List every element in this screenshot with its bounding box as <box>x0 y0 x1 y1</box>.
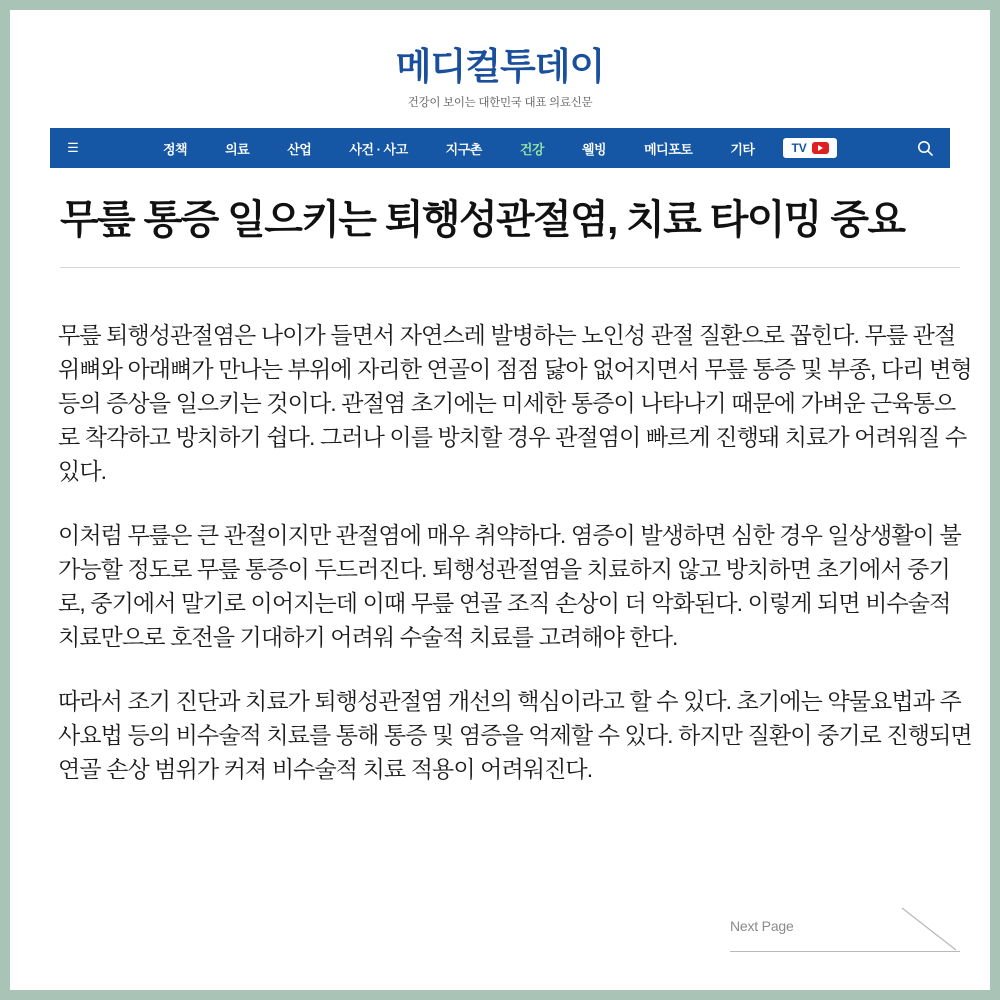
site-logo[interactable]: 메디컬투데이 <box>395 46 605 87</box>
search-icon[interactable] <box>900 140 950 157</box>
headline-section <box>60 195 960 268</box>
arrow-right-icon[interactable] <box>900 906 960 952</box>
page-card <box>10 10 990 990</box>
youtube-icon <box>812 142 829 154</box>
nav-item-incident[interactable]: 사건 · 사고 <box>349 141 408 157</box>
masthead <box>10 10 990 120</box>
main-navigation <box>50 128 950 168</box>
nav-item-global[interactable]: 지구촌 <box>445 141 482 157</box>
nav-items <box>96 138 900 158</box>
next-page-label: Next Page <box>730 918 794 934</box>
next-page-control[interactable] <box>730 906 960 952</box>
nav-item-medical[interactable]: 의료 <box>225 141 250 157</box>
site-tagline: 건강이 보이는 대한민국 대표 의료신문 <box>407 97 593 109</box>
hamburger-icon[interactable]: ☰ <box>67 140 79 155</box>
nav-item-wellbeing[interactable]: 웰빙 <box>581 141 607 157</box>
nav-item-tv[interactable] <box>783 138 836 158</box>
page-title: 무릎 통증 일으키는 퇴행성관절염, 치료 타이밍 중요 <box>60 198 905 242</box>
article-paragraph: 따라서 조기 진단과 치료가 퇴행성관절염 개선의 핵심이라고 할 수 있다. 초기에는 약물요법과 주사요법 등의 비수술적 치료를 통해 통증 및 염증을 억제할 수 있다. 하지만 질환이 중기로 진행되면 연골 손상 범위가 커져 비수술적 치료 적용이 어려워진다. <box>58 688 972 783</box>
article-paragraph: 무릎 퇴행성관절염은 나이가 들면서 자연스레 발병하는 노인성 관절 질환으로 꼽힌다. 무릎 관절 위뼈와 아래뼈가 만나는 부위에 자리한 연골이 점점 닳아 없어지면서 무릎 통증 및 부종, 다리 변형 등의 증상을 일으키는 것이다. 관절염 초기에는 미세한 통증이 나타나기 때문에 가벼운 근육통으로 착각하고 방치하기 쉽다. 그러나 이를 방치할 경우 관절염이 빠르게 진행돼 치료가 어려워질 수 있다. <box>58 322 972 485</box>
article-paragraph: 이처럼 무릎은 큰 관절이지만 관절염에 매우 취약하다. 염증이 발생하면 심한 경우 일상생활이 불가능할 정도로 무릎 통증이 두드러진다. 퇴행성관절염을 치료하지 않고 방치하면 초기에서 중기로, 중기에서 말기로 이어지는데 이때 무릎 연골 조직 손상이 더 악화된다. 이렇게 되면 비수술적 치료만으로 호전을 기대하기 어려워 수술적 치료를 고려해야 한다. <box>58 522 961 651</box>
nav-item-mediphoto[interactable]: 메디포토 <box>644 141 693 157</box>
nav-item-policy[interactable]: 정책 <box>163 141 188 157</box>
nav-item-industry[interactable]: 산업 <box>287 141 312 157</box>
nav-item-etc[interactable]: 기타 <box>730 141 755 157</box>
nav-tv-label: TV <box>791 141 807 155</box>
headline-divider <box>60 267 960 268</box>
article-body <box>58 318 973 816</box>
nav-item-health[interactable]: 건강 <box>519 141 544 157</box>
